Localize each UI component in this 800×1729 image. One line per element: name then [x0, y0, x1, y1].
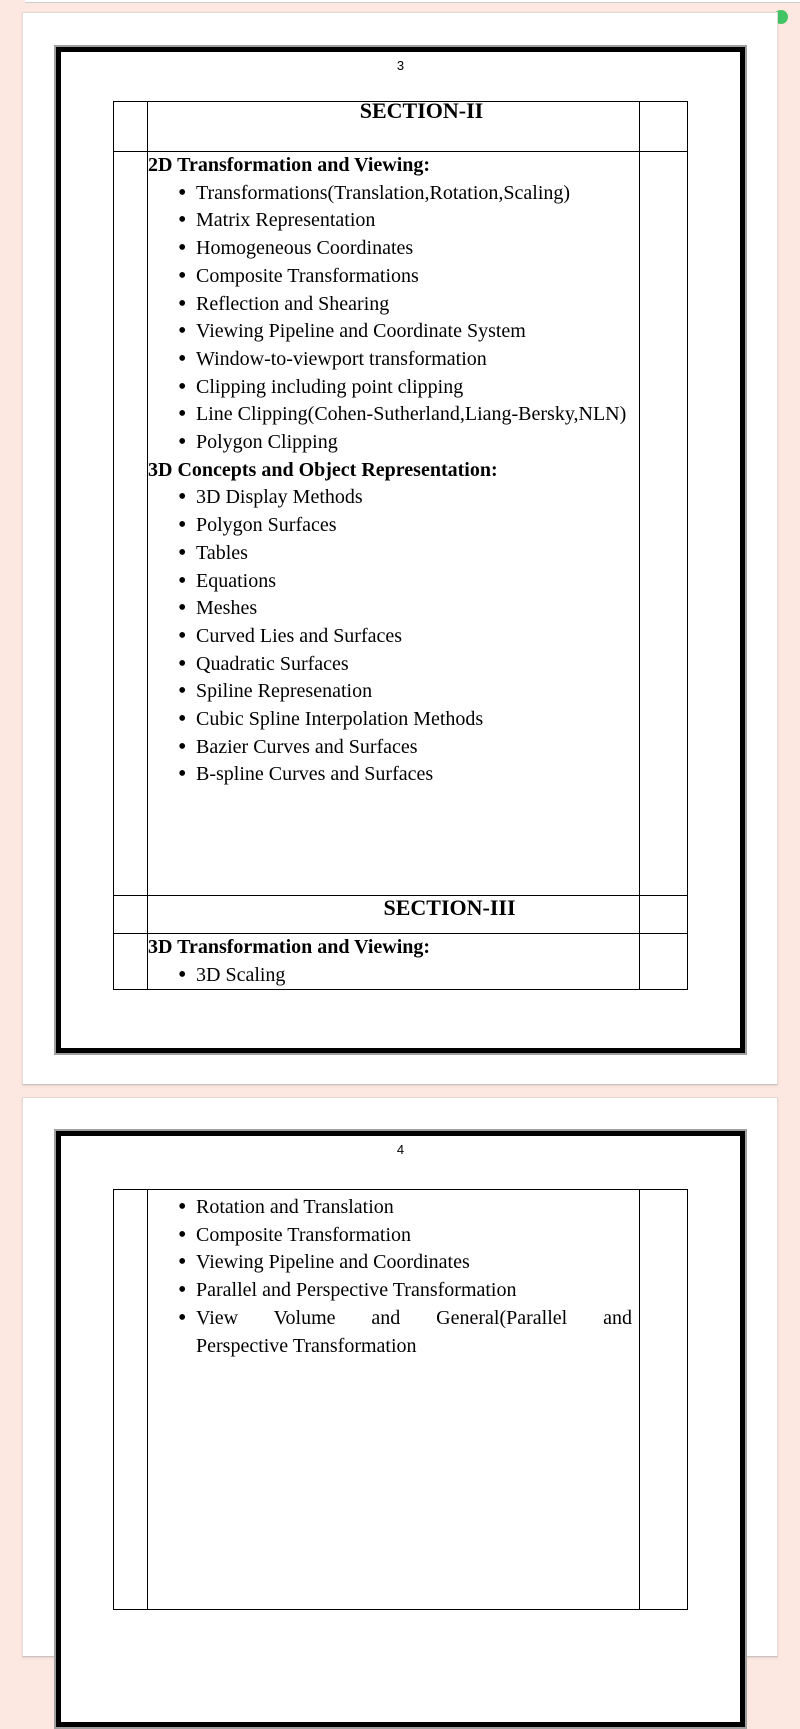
page-3-content-area: [56, 47, 745, 1053]
list-item: • Polygon Clipping: [196, 429, 632, 457]
list-item: • Tables: [196, 540, 632, 568]
topic-heading-3d-transformation: 3D Transformation and Viewing:: [148, 936, 431, 958]
empty-left-cell: [114, 934, 148, 990]
empty-right-cell: [640, 934, 688, 990]
page-4-content-cell: [148, 1190, 640, 1610]
page-3-border-frame: [54, 45, 747, 1055]
section-ii-content-row: [114, 152, 688, 896]
list-item: • Spiline Represenation: [196, 678, 632, 706]
list-item: • Bazier Curves and Surfaces: [196, 734, 632, 762]
list-item: • Window-to-viewport transformation: [196, 346, 632, 374]
list-item: • Equations: [196, 568, 632, 596]
section-iii-header: SECTION-III: [383, 895, 516, 920]
list-item: • Composite Transformation: [196, 1222, 632, 1250]
list-item: • Polygon Surfaces: [196, 512, 632, 540]
empty-left-cell: [114, 1190, 148, 1610]
list-item-wrapped: [196, 1305, 632, 1360]
page-number-3: 3: [396, 58, 405, 73]
list-item: • Cubic Spline Interpolation Methods: [196, 706, 632, 734]
list-item: • Meshes: [196, 595, 632, 623]
topic-heading-2d-transformation: 2D Transformation and Viewing:: [148, 154, 431, 176]
topic-heading-3d-concepts: 3D Concepts and Object Representation:: [148, 458, 498, 481]
list-item: • Matrix Representation: [196, 207, 632, 235]
list-item: • B-spline Curves and Surfaces: [196, 761, 632, 789]
list-item: • Rotation and Translation: [196, 1194, 632, 1222]
empty-right-cell: [640, 1190, 688, 1610]
list-item: • Line Clipping(Cohen-Sutherland,Liang-Bersky,NLN): [196, 401, 632, 429]
section-iii-content-row: [114, 934, 688, 990]
list-item: • Homogeneous Coordinates: [196, 235, 632, 263]
section-ii-header-cell: [148, 98, 640, 152]
topic-3d-transformation-list: [148, 962, 632, 990]
syllabus-table-page-3: [113, 98, 688, 990]
page-number-4: 4: [396, 1142, 405, 1157]
top-edge-bar: [25, 0, 800, 3]
section-iii-header-row: [114, 896, 688, 934]
topic-2d-list: [148, 180, 632, 457]
wrapped-line-2: Perspective Transformation: [196, 1334, 417, 1357]
list-item: • Quadratic Surfaces: [196, 651, 632, 679]
section-ii-header: SECTION-II: [359, 98, 484, 123]
empty-right-cell: [640, 896, 688, 934]
list-item: • Reflection and Shearing: [196, 291, 632, 319]
list-item: • Parallel and Perspective Transformation: [196, 1277, 632, 1305]
list-item: • Clipping including point clipping: [196, 374, 632, 402]
document-page-3: [22, 12, 778, 1085]
empty-left-cell: [114, 152, 148, 896]
justified-line-1: • View Volume and General(Parallel and: [196, 1306, 632, 1329]
section-iii-header-cell: [148, 896, 640, 934]
list-item: • Curved Lies and Surfaces: [196, 623, 632, 651]
syllabus-table-page-4: [113, 1189, 688, 1610]
page-4-border-frame: [54, 1129, 747, 1729]
list-item: • Transformations(Translation,Rotation,Scaling): [196, 180, 632, 208]
empty-right-cell: [640, 152, 688, 896]
empty-right-cell: [640, 102, 688, 152]
document-page-4: [22, 1097, 778, 1657]
topic-3d-list: [148, 484, 632, 789]
list-item: • Viewing Pipeline and Coordinate System: [196, 318, 632, 346]
section-ii-content-cell: [148, 152, 640, 896]
list-item: • Composite Transformations: [196, 263, 632, 291]
page-4-list: [148, 1194, 632, 1360]
page-4-content-area: [56, 1131, 745, 1727]
empty-left-cell: [114, 896, 148, 934]
page-4-content-row: [114, 1190, 688, 1610]
list-item: • Viewing Pipeline and Coordinates: [196, 1249, 632, 1277]
empty-left-cell: [114, 102, 148, 152]
list-item: • 3D Display Methods: [196, 484, 632, 512]
section-ii-header-row: [114, 102, 688, 152]
list-item: • 3D Scaling: [196, 962, 632, 990]
section-iii-content-cell: [148, 934, 640, 990]
